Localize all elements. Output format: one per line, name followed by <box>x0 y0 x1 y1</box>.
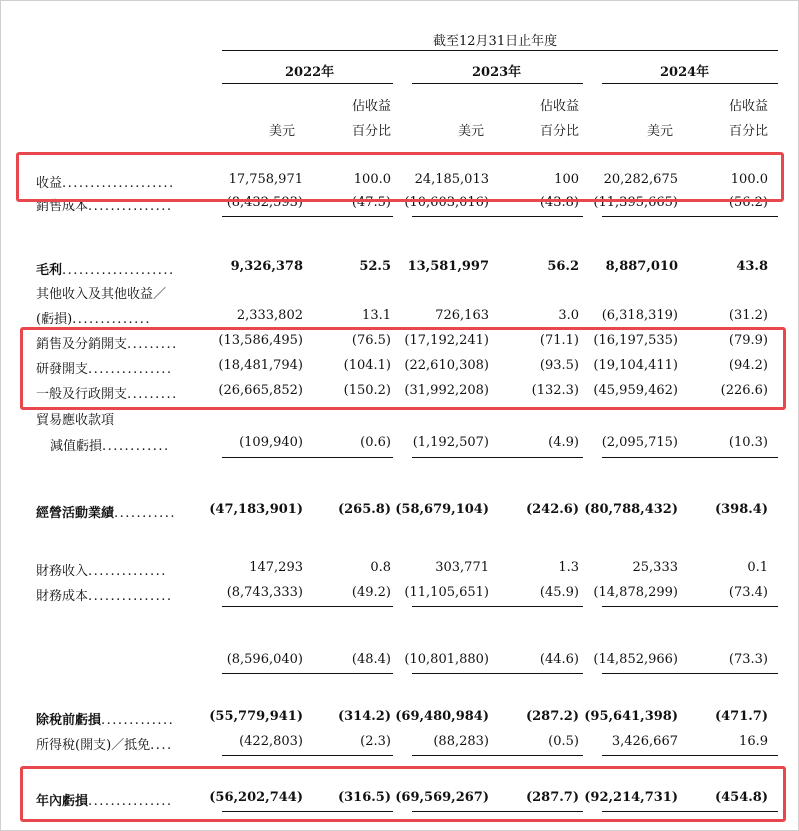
value-2022-usd: (13,586,495) <box>218 333 303 348</box>
row-label: 貿易應收款項 <box>36 413 115 428</box>
value-2024-pct: 16.9 <box>739 734 768 749</box>
highlight-box-revenue <box>16 152 784 202</box>
value-2023-usd: (69,569,267) <box>395 790 489 805</box>
value-2022-pct: (48.4) <box>351 652 391 667</box>
table-row-other-income <box>0 308 799 328</box>
value-2023-pct: (71.1) <box>539 333 579 348</box>
value-2022-usd: (8,596,040) <box>226 652 303 667</box>
year-2024: 2024年 <box>660 65 710 80</box>
leader-dots: ............... <box>88 362 173 377</box>
value-2024-usd: (2,095,715) <box>601 435 678 450</box>
leader-dots: ............ <box>102 439 170 454</box>
row-label: 減值虧損 <box>50 439 103 454</box>
leader-dots: .................... <box>62 263 175 278</box>
value-2022-pct: (104.1) <box>343 358 391 373</box>
period-rule <box>222 50 778 51</box>
value-2022-usd: (8,743,333) <box>226 585 303 600</box>
value-2023-usd: (1,192,507) <box>412 435 489 450</box>
value-2022-pct: (49.2) <box>351 585 391 600</box>
subtotal-rule <box>222 755 393 756</box>
value-2024-usd: (11,395,665) <box>593 195 678 210</box>
subtotal-rule <box>602 606 778 607</box>
pct-header-2022-bottom: 百分比 <box>351 124 391 139</box>
row-label: 銷售及分銷開支 <box>36 337 128 352</box>
year-2023: 2023年 <box>472 65 522 80</box>
value-2023-pct: 100 <box>554 172 579 187</box>
value-2022-pct: (2.3) <box>360 734 391 749</box>
leader-dots: ......... <box>127 337 178 352</box>
value-2022-pct: (265.8) <box>337 502 391 517</box>
subtotal-rule <box>222 457 393 458</box>
table-row-net-finance <box>0 652 799 672</box>
value-2023-usd: (22,610,308) <box>404 358 489 373</box>
value-2024-usd: (19,104,411) <box>593 358 678 373</box>
table-row-loss-before-tax <box>0 709 799 729</box>
value-2024-pct: 43.8 <box>736 259 768 274</box>
value-2022-usd: 17,758,971 <box>228 172 303 187</box>
value-2024-usd: (45,959,462) <box>593 383 678 398</box>
value-2022-usd: (55,779,941) <box>209 709 303 724</box>
row-label: 銷售成本 <box>36 199 89 214</box>
value-2024-pct: (73.4) <box>728 585 768 600</box>
value-2022-pct: (316.5) <box>337 790 391 805</box>
year-2024-rule <box>602 83 778 84</box>
highlight-box-loss-for-year <box>20 766 786 822</box>
pct-header-2022-top: 佔收益 <box>351 99 391 114</box>
value-2022-pct: (150.2) <box>343 383 391 398</box>
row-label: 經營活動業績 <box>36 506 115 521</box>
value-2023-pct: (287.7) <box>525 790 579 805</box>
row-label: 毛利 <box>36 263 63 278</box>
row-label: 收益 <box>36 176 63 191</box>
value-2022-usd: 2,333,802 <box>236 308 303 323</box>
subtotal-rule <box>412 457 583 458</box>
leader-dots: ............... <box>88 199 173 214</box>
pct-header-2023-bottom: 百分比 <box>539 124 579 139</box>
value-2022-pct: 0.8 <box>370 560 391 575</box>
value-2024-pct: 100.0 <box>730 172 768 187</box>
value-2023-usd: (88,283) <box>433 734 489 749</box>
value-2023-pct: 1.3 <box>558 560 579 575</box>
subtotal-rule <box>602 216 778 217</box>
value-2023-pct: (287.2) <box>525 709 579 724</box>
period-header: 截至12月31日止年度 <box>433 34 558 49</box>
leader-dots: ........... <box>114 506 176 521</box>
subtotal-rule <box>602 755 778 756</box>
subtotal-rule <box>222 606 393 607</box>
value-2023-pct: (0.5) <box>548 734 579 749</box>
value-2024-pct: (94.2) <box>728 358 768 373</box>
value-2024-usd: (14,878,299) <box>593 585 678 600</box>
subtotal-rule <box>222 216 393 217</box>
value-2022-usd: 147,293 <box>249 560 303 575</box>
table-row-finance-costs <box>0 585 799 605</box>
value-2023-usd: (10,603,016) <box>404 195 489 210</box>
value-2024-pct: 0.1 <box>747 560 768 575</box>
value-2023-usd: (10,801,880) <box>404 652 489 667</box>
value-2023-pct: 3.0 <box>558 308 579 323</box>
value-2023-usd: (17,192,241) <box>404 333 489 348</box>
value-2024-usd: (95,641,398) <box>584 709 678 724</box>
value-2024-pct: (73.3) <box>728 652 768 667</box>
row-label: 研發開支 <box>36 362 89 377</box>
value-2022-usd: (8,432,593) <box>226 195 303 210</box>
table-row-impairment <box>0 435 799 455</box>
value-2024-pct: (471.7) <box>714 709 768 724</box>
value-2022-pct: (0.6) <box>360 435 391 450</box>
row-label: 財務成本 <box>36 589 89 604</box>
value-2022-pct: 52.5 <box>359 259 391 274</box>
value-2023-pct: (93.5) <box>539 358 579 373</box>
value-2023-usd: (69,480,984) <box>395 709 489 724</box>
subtotal-rule <box>412 673 583 674</box>
value-2024-usd: (16,197,535) <box>593 333 678 348</box>
row-label: 所得稅(開支)／抵免 <box>36 738 151 753</box>
highlight-box-expenses <box>20 327 786 410</box>
leader-dots: ............... <box>88 794 173 809</box>
value-2024-usd: 20,282,675 <box>603 172 678 187</box>
leader-dots: .............. <box>88 564 167 579</box>
value-2023-usd: 726,163 <box>435 308 489 323</box>
value-2023-usd: 13,581,997 <box>407 259 489 274</box>
value-2024-pct: (10.3) <box>728 435 768 450</box>
pct-header-2023-top: 佔收益 <box>539 99 579 114</box>
value-2022-usd: (109,940) <box>239 435 303 450</box>
value-2024-pct: (454.8) <box>714 790 768 805</box>
value-2024-usd: (80,788,432) <box>584 502 678 517</box>
table-row-income-tax <box>0 734 799 754</box>
value-2024-pct: (398.4) <box>714 502 768 517</box>
value-2024-usd: 25,333 <box>632 560 678 575</box>
leader-dots: .... <box>150 738 173 753</box>
year-2022: 2022年 <box>285 65 335 80</box>
value-2023-pct: (43.8) <box>539 195 579 210</box>
value-2024-usd: (92,214,731) <box>584 790 678 805</box>
value-2023-pct: (4.9) <box>548 435 579 450</box>
value-2022-usd: (422,803) <box>239 734 303 749</box>
subtotal-rule <box>222 673 393 674</box>
leader-dots: ............... <box>88 589 173 604</box>
table-row-operating-loss <box>0 502 799 522</box>
subtotal-rule <box>412 606 583 607</box>
usd-header-2022: 美元 <box>268 124 295 139</box>
value-2023-pct: (44.6) <box>539 652 579 667</box>
value-2023-usd: (11,105,651) <box>404 585 489 600</box>
table-row-gross-profit <box>0 259 799 279</box>
usd-header-2024: 美元 <box>646 124 673 139</box>
table-row-finance-income <box>0 560 799 580</box>
value-2023-pct: 56.2 <box>547 259 579 274</box>
year-2022-rule <box>222 83 393 84</box>
usd-header-2023: 美元 <box>457 124 484 139</box>
row-label: 財務收入 <box>36 564 89 579</box>
value-2024-usd: 8,887,010 <box>605 259 678 274</box>
table-row-impairment-label <box>0 409 799 429</box>
row-label: (虧損) <box>36 312 73 327</box>
value-2022-usd: (47,183,901) <box>209 502 303 517</box>
value-2022-pct: (76.5) <box>351 333 391 348</box>
value-2024-usd: (14,852,966) <box>593 652 678 667</box>
table-row-other-income-label <box>0 283 799 303</box>
value-2024-pct: (56.2) <box>728 195 768 210</box>
leader-dots: .................... <box>62 176 175 191</box>
row-label: 其他收入及其他收益／ <box>36 287 167 302</box>
value-2022-pct: (47.5) <box>351 195 391 210</box>
value-2022-usd: (56,202,744) <box>209 790 303 805</box>
value-2024-pct: (79.9) <box>728 333 768 348</box>
value-2022-usd: 9,326,378 <box>230 259 303 274</box>
value-2022-pct: 100.0 <box>353 172 391 187</box>
subtotal-rule <box>602 457 778 458</box>
value-2023-pct: (132.3) <box>531 383 579 398</box>
value-2023-pct: (242.6) <box>525 502 579 517</box>
year-2023-rule <box>412 83 583 84</box>
pct-header-2024-bottom: 百分比 <box>728 124 768 139</box>
value-2023-usd: (58,679,104) <box>395 502 489 517</box>
value-2023-pct: (45.9) <box>539 585 579 600</box>
leader-dots: .............. <box>72 312 152 327</box>
value-2023-usd: 303,771 <box>435 560 489 575</box>
row-label: 除稅前虧損 <box>36 713 102 728</box>
value-2023-usd: (31,992,208) <box>404 383 489 398</box>
value-2024-usd: (6,318,319) <box>601 308 678 323</box>
value-2022-usd: (26,665,852) <box>218 383 303 398</box>
leader-dots: ............. <box>101 713 175 728</box>
subtotal-rule <box>412 755 583 756</box>
value-2022-pct: 13.1 <box>362 308 391 323</box>
value-2023-usd: 24,185,013 <box>414 172 489 187</box>
row-label: 一般及行政開支 <box>36 387 128 402</box>
subtotal-rule <box>412 216 583 217</box>
row-label: 年內虧損 <box>36 794 89 809</box>
value-2022-usd: (18,481,794) <box>218 358 303 373</box>
subtotal-rule <box>602 673 778 674</box>
value-2022-pct: (314.2) <box>337 709 391 724</box>
value-2024-pct: (31.2) <box>728 308 768 323</box>
value-2024-usd: 3,426,667 <box>611 734 678 749</box>
pct-header-2024-top: 佔收益 <box>728 99 768 114</box>
value-2024-pct: (226.6) <box>720 383 768 398</box>
leader-dots: ......... <box>127 387 178 402</box>
